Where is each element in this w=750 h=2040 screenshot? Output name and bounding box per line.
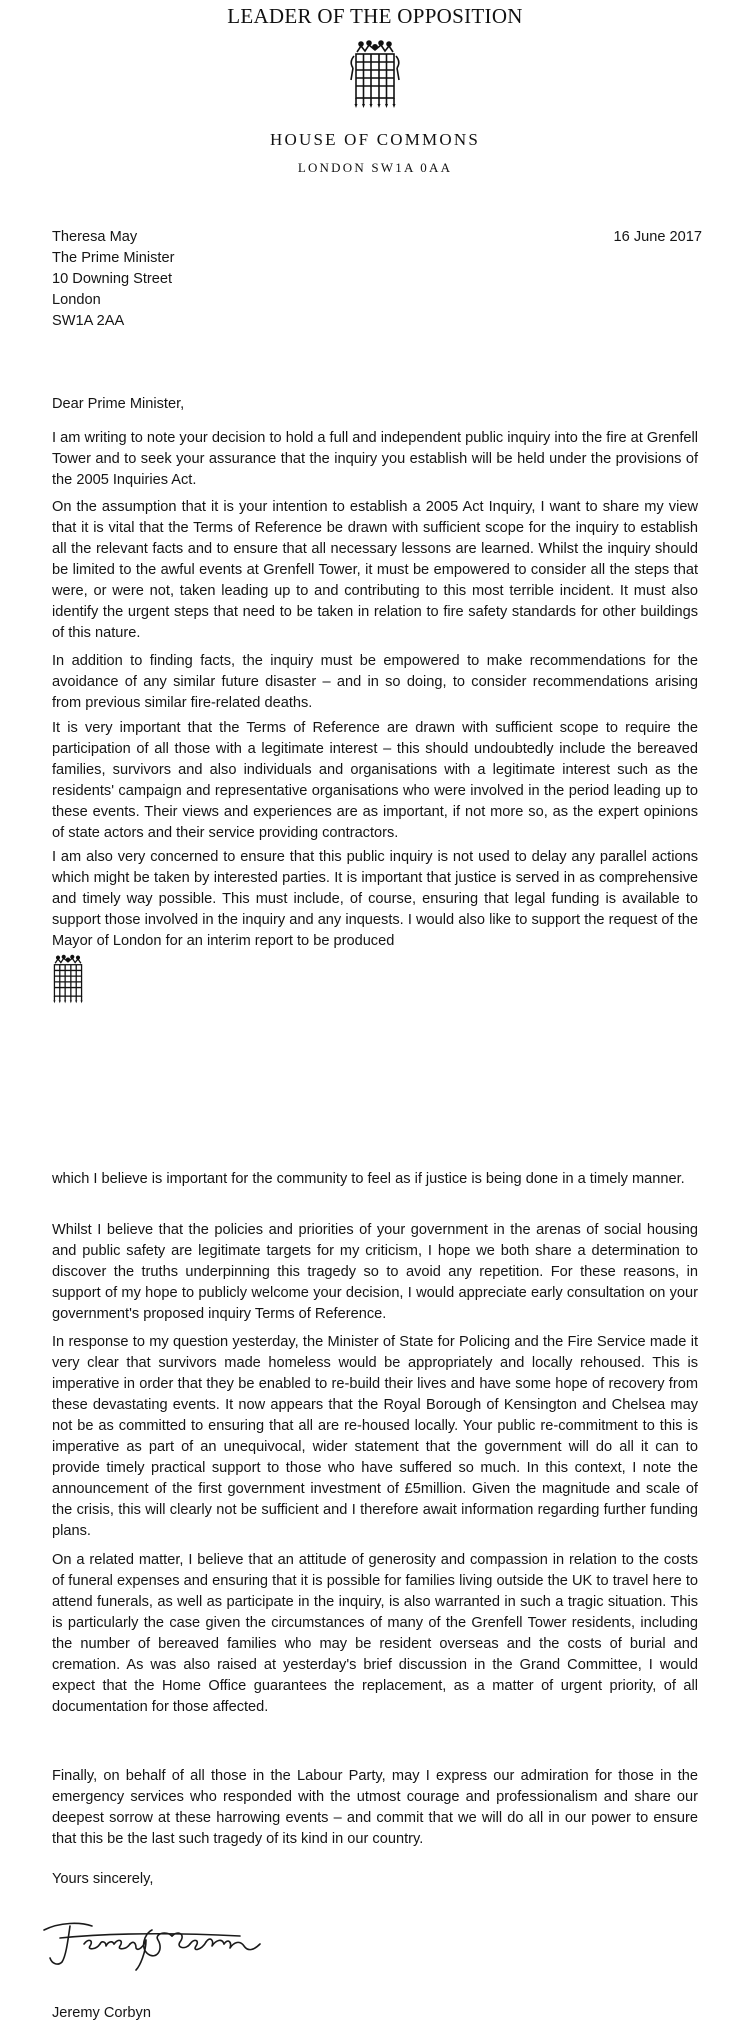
paragraph: I am writing to note your decision to hold a full and independent public inquiry into the fire at Grenfell Tower and to seek your assurance that the inquiry you establish will be held under the provisions of the 2005 Inquiries Act. — [52, 430, 698, 488]
recipient-line: London — [52, 292, 101, 308]
recipient-address — [52, 227, 174, 332]
recipient-line: Theresa May — [52, 229, 138, 245]
paragraph: which I believe is important for the community to feel as if justice is being done in a timely manner. — [52, 1171, 685, 1187]
paragraph: I am also very concerned to ensure that this public inquiry is not used to delay any parallel actions which might be taken by interested parties. It is important that justice is served in as comprehensive and timely way possible. This must include, of course, ensuring that legal funding is available to support those involved in the inquiry and any inquests. I would also like to support the request of the Mayor of London for an interim report to be produced — [52, 849, 698, 949]
closing: Yours sincerely, — [52, 1871, 154, 1887]
paragraph: Whilst I believe that the policies and priorities of your government in the arenas of social housing and public safety are legitimate targets for my criticism, I hope we both share a determination to discover the truths underpinning this tragedy so to avoid any repetition. For these reasons, in support of my hope to publicly welcome your decision, I would appreciate early consultation on your government's proposed inquiry Terms of Reference. — [52, 1222, 698, 1322]
letterhead-address: LONDON SW1A 0AA — [297, 160, 453, 175]
handwritten-signature — [40, 1900, 270, 1980]
letterhead-house-name: HOUSE OF COMMONS — [270, 130, 480, 149]
paragraph: On a related matter, I believe that an attitude of generosity and compassion in relation to the costs of funeral expenses and ensuring that it is possible for families living outside the UK to travel here to attend funerals, as well as participate in the inquiry, is also warranted in such a tragic situation. This is particularly the case given the circumstances of many of the Grenfell Tower residents, including the number of bereaved families who may be resident overseas and the costs of burial and cremation. As was also raised at yesterday's brief discussion in the Grand Committee, I would expect that the Home Office guarantees the replacement, as a matter of urgent priority, of all documentation for those affected. — [52, 1552, 698, 1715]
recipient-line: The Prime Minister — [52, 250, 175, 266]
recipient-line: SW1A 2AA — [52, 313, 125, 329]
paragraph: On the assumption that it is your intention to establish a 2005 Act Inquiry, I want to share my view that it is vital that the Terms of Reference be drawn with sufficient scope for the inquiry to establish all the relevant facts and to ensure that all necessary lessons are learned. Whilst the inquiry should be limited to the awful events at Grenfell Tower, it must be empowered to consider all the steps that were, or were not, taken leading up to and contributing to this most terrible incident. It must also identify the urgent steps that need to be taken in relation to fire safety standards for other buildings of this nature. — [52, 499, 698, 641]
salutation: Dear Prime Minister, — [52, 396, 185, 412]
paragraph: In response to my question yesterday, the Minister of State for Policing and the Fire Service made it very clear that survivors made homeless would be appropriately and locally rehoused. This is imperative in order that they be enabled to re-build their lives and have some hope of recovery from these devastating events. It now appears that the Royal Borough of Kensington and Chelsea may not be as committed to ensuring that all are re-housed locally. Your public re-commitment to this is imperative as part of an unequivocal, wider statement that the government will do all it can to provide timely practical support to those who have suffered so much. In this context, I note the announcement of the first government investment of £5million. Given the magnitude and scale of the crisis, this will clearly not be sufficient and I therefore await information regarding further funding plans. — [52, 1334, 698, 1539]
paragraph: Finally, on behalf of all those in the Labour Party, may I express our admiration for those in the emergency services who responded with the utmost courage and professionalism and share our deepest sorrow at these harrowing events – and commit that we will do all in our power to ensure that this be the last such tragedy of its kind in our country. — [52, 1768, 698, 1847]
paragraph: In addition to finding facts, the inquiry must be empowered to make recommendations for the avoidance of any similar future disaster – and in so doing, to consider recommendations arising from previous similar fire-related deaths. — [52, 653, 698, 711]
paragraph: It is very important that the Terms of Reference are drawn with sufficient scope to require the participation of all those with a legitimate interest – this should undoubtedly include the bereaved families, survivors and also individuals and organisations with a legitimate interest such as the residents' campaign and representative organisations who were involved in the period leading up to these events. Their views and experiences are as important, if not more so, as the expert opinions of state actors and their service providing contractors. — [52, 720, 698, 841]
recipient-line: 10 Downing Street — [52, 271, 173, 287]
letterhead-office-title: LEADER OF THE OPPOSITION — [227, 4, 523, 28]
portcullis-icon — [347, 38, 403, 110]
letter-date: 16 June 2017 — [613, 229, 702, 245]
portcullis-icon — [48, 952, 88, 1006]
signatory-name: Jeremy Corbyn — [52, 2005, 151, 2021]
